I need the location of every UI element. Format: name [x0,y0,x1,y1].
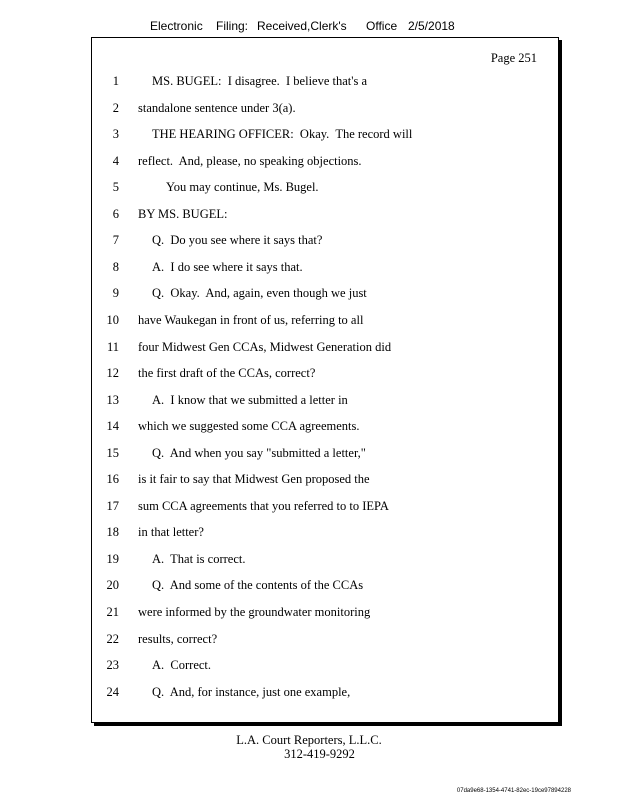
reporter-phone: 312-419-9292 [284,747,355,761]
line-number: 3 [112,127,119,142]
line-text: You may continue, Ms. Bugel. [166,180,319,195]
transcript-line [92,419,558,445]
line-number: 5 [112,180,119,195]
line-text: BY MS. BUGEL: [138,206,228,221]
page-number: Page 251 [490,51,537,65]
line-text: sum CCA agreements that you referred to to IEPA [138,498,389,513]
line-number: 11 [106,339,119,354]
transcript-line [92,658,558,684]
transcript-line [92,101,558,127]
transcript-line [92,154,558,180]
line-number: 9 [112,286,119,301]
transcript-line [92,127,558,153]
line-text: MS. BUGEL: I disagree. I believe that's a [152,74,368,88]
line-text: A. That is correct. [152,551,246,566]
line-number: 17 [106,498,119,513]
line-number: 21 [106,605,119,619]
filing-stamp-header [0,19,618,37]
filing-office-label: Office [366,19,398,33]
line-number: 18 [106,525,119,540]
transcript-line [92,366,558,392]
filing-electronic-label: Electronic [150,19,203,33]
reporter-company: L.A. Court Reporters, L.L.C. [236,733,382,747]
line-text: THE HEARING OFFICER: Okay. The record will [152,127,413,142]
line-number: 15 [106,445,119,460]
line-number: 19 [106,551,119,566]
line-number: 2 [112,100,119,115]
transcript-line [92,605,558,631]
line-text: four Midwest Gen CCAs, Midwest Generation did [138,339,392,354]
transcript-line [92,446,558,472]
line-number: 16 [106,472,119,487]
line-number: 7 [112,233,119,248]
transcript-line [92,632,558,658]
line-text: A. Correct. [152,658,212,673]
filing-label: Filing: [216,19,249,33]
transcript-line [92,233,558,259]
line-text: is it fair to say that Midwest Gen proposed the [138,472,370,487]
line-text: Q. And, for instance, just one example, [152,684,351,699]
line-number: 10 [106,312,119,327]
line-number: 22 [106,631,119,646]
line-text: the first draft of the CCAs, correct? [138,366,316,381]
line-number: 14 [106,419,119,434]
transcript-line [92,207,558,233]
transcript-line [92,313,558,339]
line-text: standalone sentence under 3(a). [138,100,296,115]
line-text: in that letter? [138,525,204,540]
transcript-line [92,180,558,206]
line-number: 12 [106,366,119,381]
line-text: were informed by the groundwater monitoring [138,605,371,619]
line-number: 20 [106,578,119,593]
line-text: which we suggested some CCA agreements. [138,419,360,434]
transcript-line [92,578,558,604]
document-id: 07da9e68-1354-4741-82ec-19ce97894228 [456,788,571,794]
transcript-line [92,340,558,366]
transcript-line [92,393,558,419]
transcript-line [92,286,558,312]
transcript-line [92,552,558,578]
court-reporter-footer [0,733,618,761]
transcript-line [92,525,558,551]
line-number: 23 [106,658,119,673]
line-text: A. I know that we submitted a letter in [152,392,348,407]
line-text: Q. And when you say "submitted a letter," [152,445,366,460]
transcript-line [92,74,558,100]
line-text: Q. And some of the contents of the CCAs [152,578,364,593]
line-number: 4 [112,153,119,168]
line-number: 13 [106,392,119,407]
transcript-line [92,260,558,286]
line-number: 1 [112,74,119,88]
transcript-page [91,37,559,723]
line-number: 8 [112,259,119,274]
transcript-line [92,472,558,498]
line-text: results, correct? [138,631,218,646]
line-text: have Waukegan in front of us, referring to all [138,312,364,327]
line-text: Q. Okay. And, again, even though we just [152,286,367,301]
transcript-line [92,685,558,711]
line-number: 24 [106,684,119,699]
line-text: Q. Do you see where it says that? [152,233,323,248]
line-text: reflect. And, please, no speaking objections. [138,153,362,168]
transcript-line [92,499,558,525]
line-text: A. I do see where it says that. [152,259,303,274]
filing-received-label: Received,Clerk's [257,19,347,33]
filing-date: 2/5/2018 [408,19,455,33]
line-number: 6 [112,206,119,221]
